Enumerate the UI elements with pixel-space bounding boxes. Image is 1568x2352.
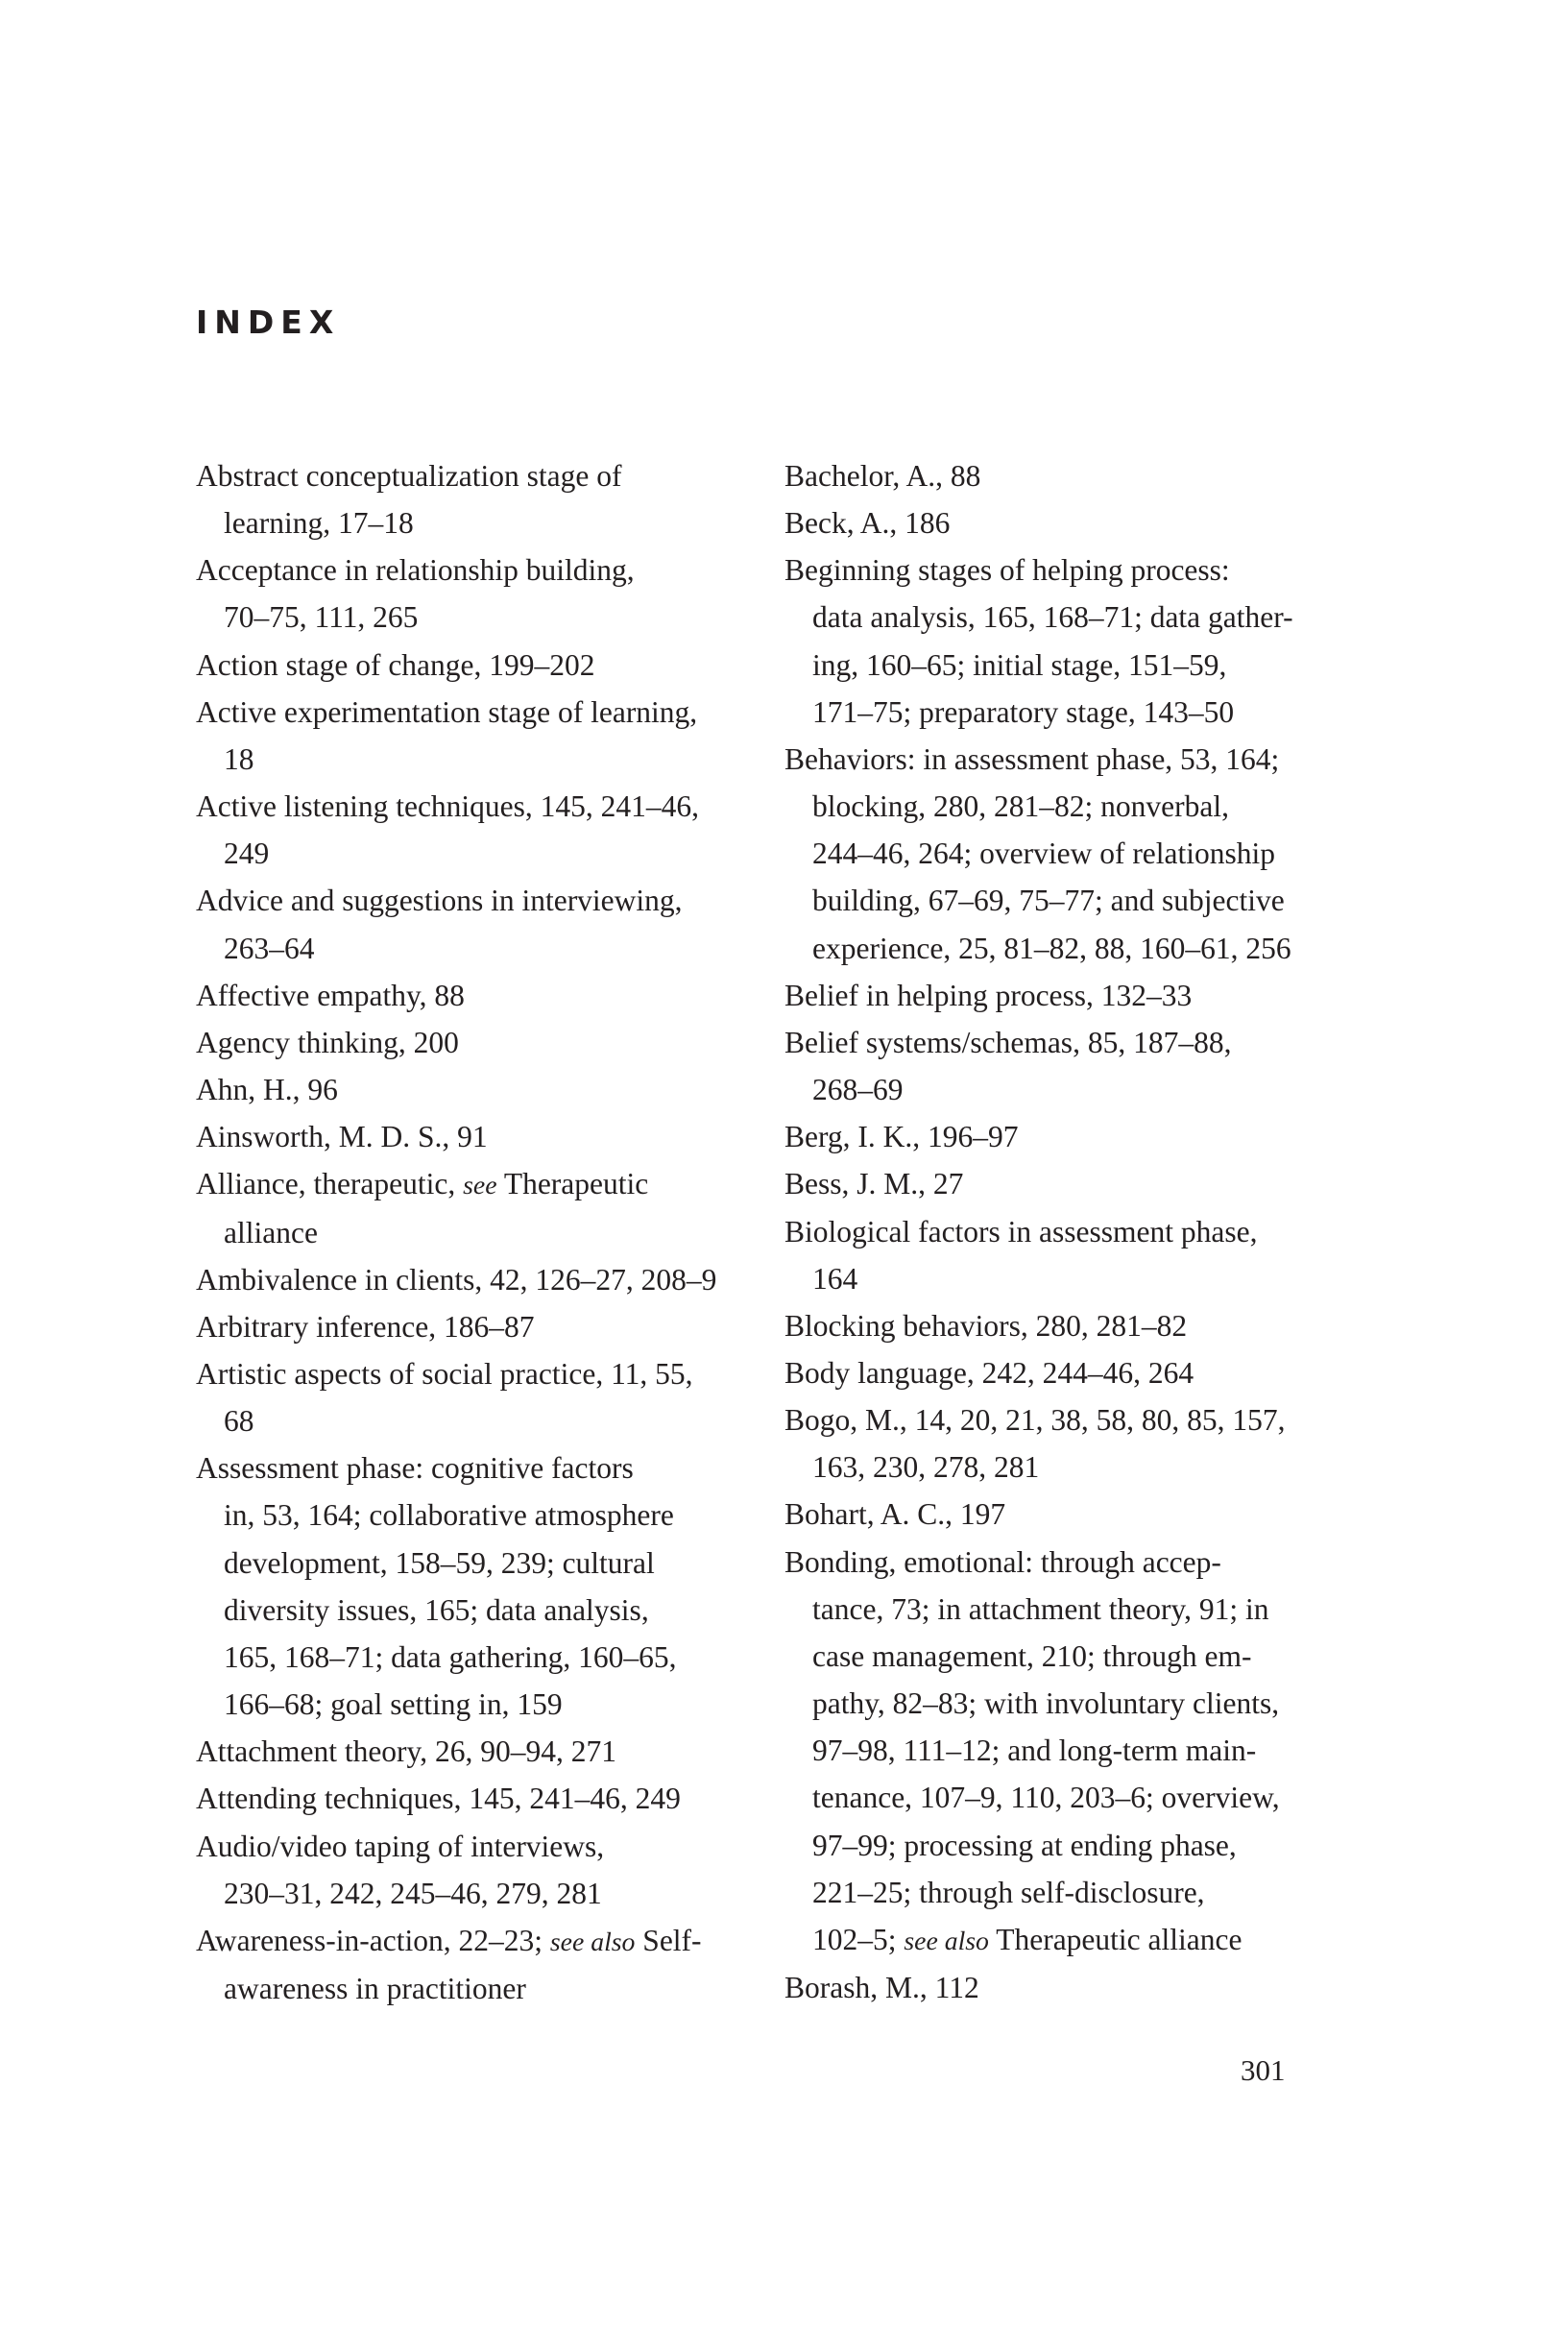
index-entry <box>196 1444 753 1728</box>
index-entry-continuation: awareness in practitioner <box>224 1972 526 2005</box>
index-entry <box>196 1113 753 1160</box>
index-entry-term: Ambivalence in clients, 42, 126–27, 208–9 <box>196 1262 717 1297</box>
index-entry-continuation: 165, 168–71; data gathering, 160–65, <box>224 1639 677 1674</box>
index-entry <box>196 1256 753 1303</box>
index-entry-term: Belief in helping process, 132–33 <box>784 978 1193 1012</box>
index-entry-continuation: alliance <box>224 1215 318 1249</box>
index-entry-term: Ainsworth, M. D. S., 91 <box>196 1120 488 1154</box>
index-entry <box>196 546 753 641</box>
index-entry-continuation: in, 53, 164; collaborative atmosphere <box>224 1498 674 1533</box>
index-entry-term: Advice and suggestions in interviewing, <box>196 884 683 918</box>
index-entry-term: Belief systems/schemas, 85, 187–88, <box>784 1025 1232 1059</box>
index-entry <box>784 1113 1341 1160</box>
index-entry-continuation: 70–75, 111, 265 <box>224 600 419 635</box>
index-entry-term: Body language, 242, 244–46, 264 <box>784 1355 1194 1390</box>
index-entry-term: Biological factors in assessment phase, <box>784 1214 1258 1249</box>
index-entry-term: Berg, I. K., 196–97 <box>784 1120 1019 1154</box>
index-entry-continuation: diversity issues, 165; data analysis, <box>224 1592 649 1627</box>
index-text: Therapeutic <box>496 1167 649 1201</box>
index-entry-continuation: 249 <box>224 837 270 871</box>
index-entry-term: Arbitrary inference, 186–87 <box>196 1309 535 1344</box>
index-heading: INDEX <box>196 303 341 341</box>
index-entry-continuation: experience, 25, 81–82, 88, 160–61, 256 <box>812 931 1291 965</box>
index-entry-continuation: 171–75; preparatory stage, 143–50 <box>812 694 1235 729</box>
index-entry-term: Bonding, emotional: through accep- <box>784 1544 1221 1579</box>
index-entry-continuation: 97–98, 111–12; and long-term main- <box>812 1734 1257 1768</box>
index-entry <box>784 1964 1341 2011</box>
index-text: Self- <box>635 1923 702 1957</box>
index-entry-continuation: pathy, 82–83; with involuntary clients, <box>812 1686 1280 1721</box>
index-entry-continuation: 221–25; through self-disclosure, <box>812 1875 1205 1909</box>
index-entry <box>784 452 1341 499</box>
index-entry-term: Beginning stages of helping process: <box>784 553 1230 588</box>
index-entry-term: Active experimentation stage of learning, <box>196 694 698 729</box>
index-entry-continuation: 268–69 <box>812 1073 904 1107</box>
index-entry <box>196 1160 753 1255</box>
index-entry-term: Beck, A., 186 <box>784 506 951 541</box>
index-entry <box>196 1823 753 1917</box>
index-entry-term: Blocking behaviors, 280, 281–82 <box>784 1308 1188 1343</box>
index-column-right <box>784 452 1341 2011</box>
index-entry <box>196 452 753 546</box>
index-entry-term: Assessment phase: cognitive factors <box>196 1451 634 1486</box>
page-number: 301 <box>1241 2053 1286 2087</box>
index-entry-continuation: development, 158–59, 239; cultural <box>224 1545 655 1580</box>
index-entry <box>196 877 753 971</box>
index-entry <box>196 642 753 689</box>
index-entry <box>196 1775 753 1822</box>
index-entry-term: Acceptance in relationship building, <box>196 553 635 588</box>
index-text: Alliance, therapeutic, <box>196 1167 464 1201</box>
index-entry-term <box>196 1160 753 1208</box>
index-entry-term: Agency thinking, 200 <box>196 1025 459 1059</box>
index-entry <box>196 1350 753 1444</box>
index-entry <box>196 1728 753 1775</box>
index-entry <box>196 1303 753 1350</box>
index-entry <box>196 1019 753 1066</box>
index-entry-continuation: 164 <box>812 1261 858 1296</box>
index-entry-term: Active listening techniques, 145, 241–46, <box>196 789 700 824</box>
index-entry-continuation: ing, 160–65; initial stage, 151–59, <box>812 647 1227 682</box>
cross-reference-label: see also <box>904 1925 989 1955</box>
index-entry <box>196 1066 753 1113</box>
index-entry <box>784 1019 1341 1113</box>
index-entry-continuation: 68 <box>224 1404 254 1439</box>
index-entry <box>784 1160 1341 1207</box>
index-entry <box>784 1396 1341 1491</box>
index-entry-continuation: learning, 17–18 <box>224 506 414 541</box>
index-entry-term: Bess, J. M., 27 <box>784 1167 964 1201</box>
index-entry <box>784 499 1341 546</box>
index-entry-continuation <box>812 1916 1341 1964</box>
index-entry <box>196 972 753 1019</box>
index-entry <box>196 689 753 783</box>
index-entry <box>196 783 753 877</box>
index-entry-term: Borash, M., 112 <box>784 1971 979 2004</box>
index-text: 102–5; <box>812 1922 905 1956</box>
index-entry-continuation: case management, 210; through em- <box>812 1638 1252 1673</box>
index-text: Therapeutic alliance <box>988 1922 1242 1956</box>
index-entry <box>784 1349 1341 1396</box>
index-entry <box>784 736 1341 972</box>
index-entry-term: Audio/video taping of interviews, <box>196 1829 605 1863</box>
cross-reference-label: see <box>463 1170 497 1200</box>
index-entry-continuation: 97–99; processing at ending phase, <box>812 1828 1237 1862</box>
cross-reference-label: see also <box>549 1926 636 1956</box>
index-entry-term: Attachment theory, 26, 90–94, 271 <box>196 1734 617 1769</box>
index-entry-continuation: building, 67–69, 75–77; and subjective <box>812 884 1285 918</box>
index-entry-term: Artistic aspects of social practice, 11, 55, <box>196 1356 693 1391</box>
index-entry <box>784 546 1341 736</box>
index-entry-continuation: tenance, 107–9, 110, 203–6; overview, <box>812 1781 1280 1815</box>
index-entry-term: Abstract conceptualization stage of <box>196 459 622 493</box>
index-entry-term: Bohart, A. C., 197 <box>784 1497 1006 1532</box>
index-entry-continuation: 163, 230, 278, 281 <box>812 1450 1040 1485</box>
index-entry <box>784 972 1341 1019</box>
index-column-left <box>196 452 753 2012</box>
index-entry-term: Behaviors: in assessment phase, 53, 164; <box>784 741 1280 776</box>
index-entry-term <box>196 1917 753 1965</box>
index-entry-continuation: 244–46, 264; overview of relationship <box>812 837 1276 871</box>
index-entry <box>784 1491 1341 1538</box>
index-text: Awareness-in-action, 22–23; <box>196 1923 550 1957</box>
index-entry-continuation: tance, 73; in attachment theory, 91; in <box>812 1591 1269 1626</box>
index-entry-term: Ahn, H., 96 <box>196 1073 338 1107</box>
index-entry-continuation: blocking, 280, 281–82; nonverbal, <box>812 789 1229 824</box>
index-entry-term: Affective empathy, 88 <box>196 978 465 1012</box>
index-entry-continuation: 230–31, 242, 245–46, 279, 281 <box>224 1876 602 1910</box>
index-entry <box>784 1208 1341 1302</box>
index-entry <box>784 1539 1341 1964</box>
index-entry-term: Bachelor, A., 88 <box>784 459 981 493</box>
index-entry-term: Attending techniques, 145, 241–46, 249 <box>196 1782 681 1816</box>
index-entry-term: Bogo, M., 14, 20, 21, 38, 58, 80, 85, 157, <box>784 1403 1286 1438</box>
index-entry-term: Action stage of change, 199–202 <box>196 647 595 682</box>
index-entry-continuation: 263–64 <box>224 931 315 965</box>
index-entry <box>196 1917 753 2012</box>
index-entry-continuation: 166–68; goal setting in, 159 <box>224 1687 563 1722</box>
index-entry <box>784 1302 1341 1349</box>
index-entry-continuation: data analysis, 165, 168–71; data gather- <box>812 600 1293 635</box>
index-entry-continuation: 18 <box>224 741 254 776</box>
